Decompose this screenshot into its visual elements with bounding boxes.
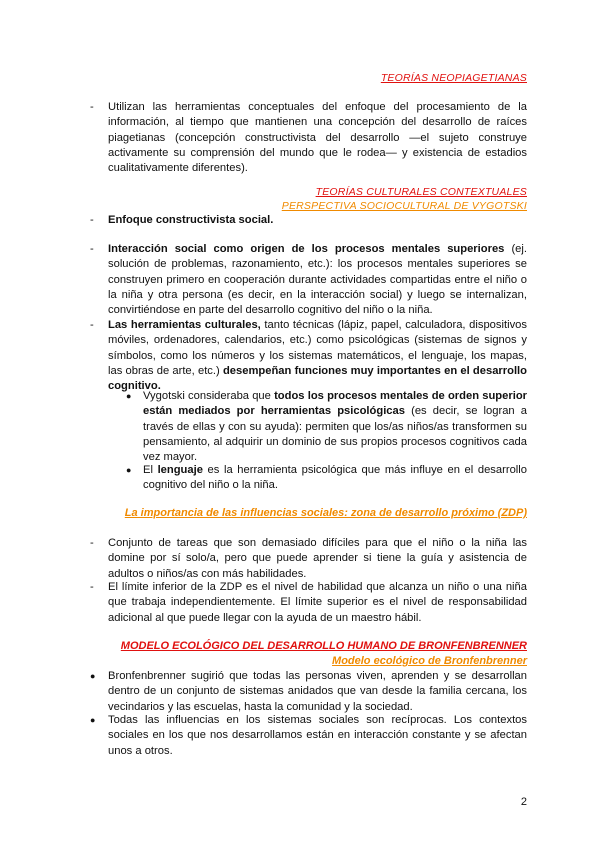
item-constructivista xyxy=(108,213,527,228)
list-bullet: - xyxy=(90,214,94,226)
bronf-item-reciprocas: Todas las influencias en los sistemas sociales son recíprocas. Los contextos sociales en los que nos desarrollamos están en interacción constante y se afectan unos a otros. xyxy=(108,714,527,757)
section-title-culturales: TEORÍAS CULTURALES CONTEXTUALES xyxy=(315,186,527,198)
bullet-dot: ● xyxy=(90,715,96,725)
sub1-a: Vygotski consideraba que xyxy=(143,390,275,402)
item-herramientas-mid: tanto técnicas (lápiz, papel, calculadora, dispositivos móviles, ordenadores, calendarios, etc.) como psicológicas (sistemas de signos y símbolos, como los números y los sistemas matemáticos, el lenguaje, los mapas, las obras de arte, etc.) xyxy=(108,319,527,377)
sub2-rest: es la herramienta psicológica que más influye en el desarrollo cognitivo del niño o la niña. xyxy=(143,464,527,492)
list-bullet: - xyxy=(90,101,94,113)
list-bullet: - xyxy=(90,537,94,549)
item-interaccion-bold: Interacción social como origen de los procesos mentales superiores xyxy=(108,243,505,255)
bullet-dot: ● xyxy=(90,671,96,681)
list-bullet: - xyxy=(90,243,94,255)
item-constructivista-text: Enfoque constructivista social. xyxy=(108,214,274,226)
item-herramientas xyxy=(108,318,527,394)
list-bullet: - xyxy=(90,319,94,331)
bronf-item-sistemas: Bronfenbrenner sugirió que todas las personas viven, aprenden y se desarrollan dentro de un conjunto de sistemas anidados que van desde la familia cercana, los vecindarios y las escuelas, hasta la comunidad y la sociedad. xyxy=(108,670,527,713)
item-herramientas-bold2: desempeñan funciones muy importantes en el desarrollo cognitivo. xyxy=(108,364,528,393)
neopiagetian-paragraph: Utilizan las herramientas conceptuales del enfoque del procesamiento de la información, al tiempo que mantienen una concepción del desarrollo de raíces piagetianas (concepción constructivista del desarrollo —el sujeto construye activamente su comprensión del mundo que le rodea— y existencia de estadios cualitativamente diferentes). xyxy=(108,101,527,175)
sub1-bold: todos los procesos mentales de orden superior están mediados por herramientas psicológicas xyxy=(143,390,528,418)
item-interaccion-social xyxy=(108,242,527,318)
subsection-title-vygotski: PERSPECTIVA SOCIOCULTURAL DE VYGOTSKI xyxy=(281,200,527,212)
bullet-dot: ● xyxy=(126,391,132,401)
bronfenbrenner-subtitle: Modelo ecológico de Bronfenbrenner xyxy=(332,655,527,667)
sub-item-lenguaje xyxy=(143,463,527,494)
zdp-item-limite: El límite inferior de la ZDP es el nivel de habilidad que alcanza un niño o una niña que trabaja independientemente. El límite superior es el nivel de responsabilidad adicional al que puede llegar con la ayuda de un maestro hábil. xyxy=(108,581,527,624)
section-title-neopiagetianas: TEORÍAS NEOPIAGETIANAS xyxy=(380,72,527,84)
item-interaccion-rest: (ej. solución de problemas, razonamiento, etc.): los procesos mentales superiores se construyen primero en cooperación durante actividades compartidas entre el niño o la niña y otra persona (es decir, en la interacción social) y luego se internalizan, convirtiéndose en parte del desarrollo cognitivo del niño o la niña. xyxy=(108,243,527,317)
zdp-title: La importancia de las influencias sociales: zona de desarrollo próximo (ZDP) xyxy=(124,507,527,519)
sub2-bold: lenguaje xyxy=(157,464,203,476)
sub-item-mediados xyxy=(143,389,527,465)
sub2-a: El xyxy=(143,464,158,476)
sub1-rest: (es decir, se logran a través de ellas y con su ayuda): permiten que los/as niños/as transformen su pensamiento, al adquirir un dominio de sus propios procesos cognitivos cada vez mayor. xyxy=(143,405,527,464)
item-herramientas-bold: Las herramientas culturales, xyxy=(108,319,261,331)
page-number: 2 xyxy=(520,796,527,808)
bronfenbrenner-title: MODELO ECOLÓGICO DEL DESARROLLO HUMANO DE BRONFENBRENNER xyxy=(120,640,527,652)
list-bullet: - xyxy=(90,581,94,593)
bullet-dot: ● xyxy=(126,465,132,475)
zdp-item-conjunto: Conjunto de tareas que son demasiado difíciles para que el niño o la niña las domine por sí solo/a, pero que puede aprender si tiene la guía y asistencia de adultos o niños/as con más habilidades. xyxy=(108,537,527,580)
